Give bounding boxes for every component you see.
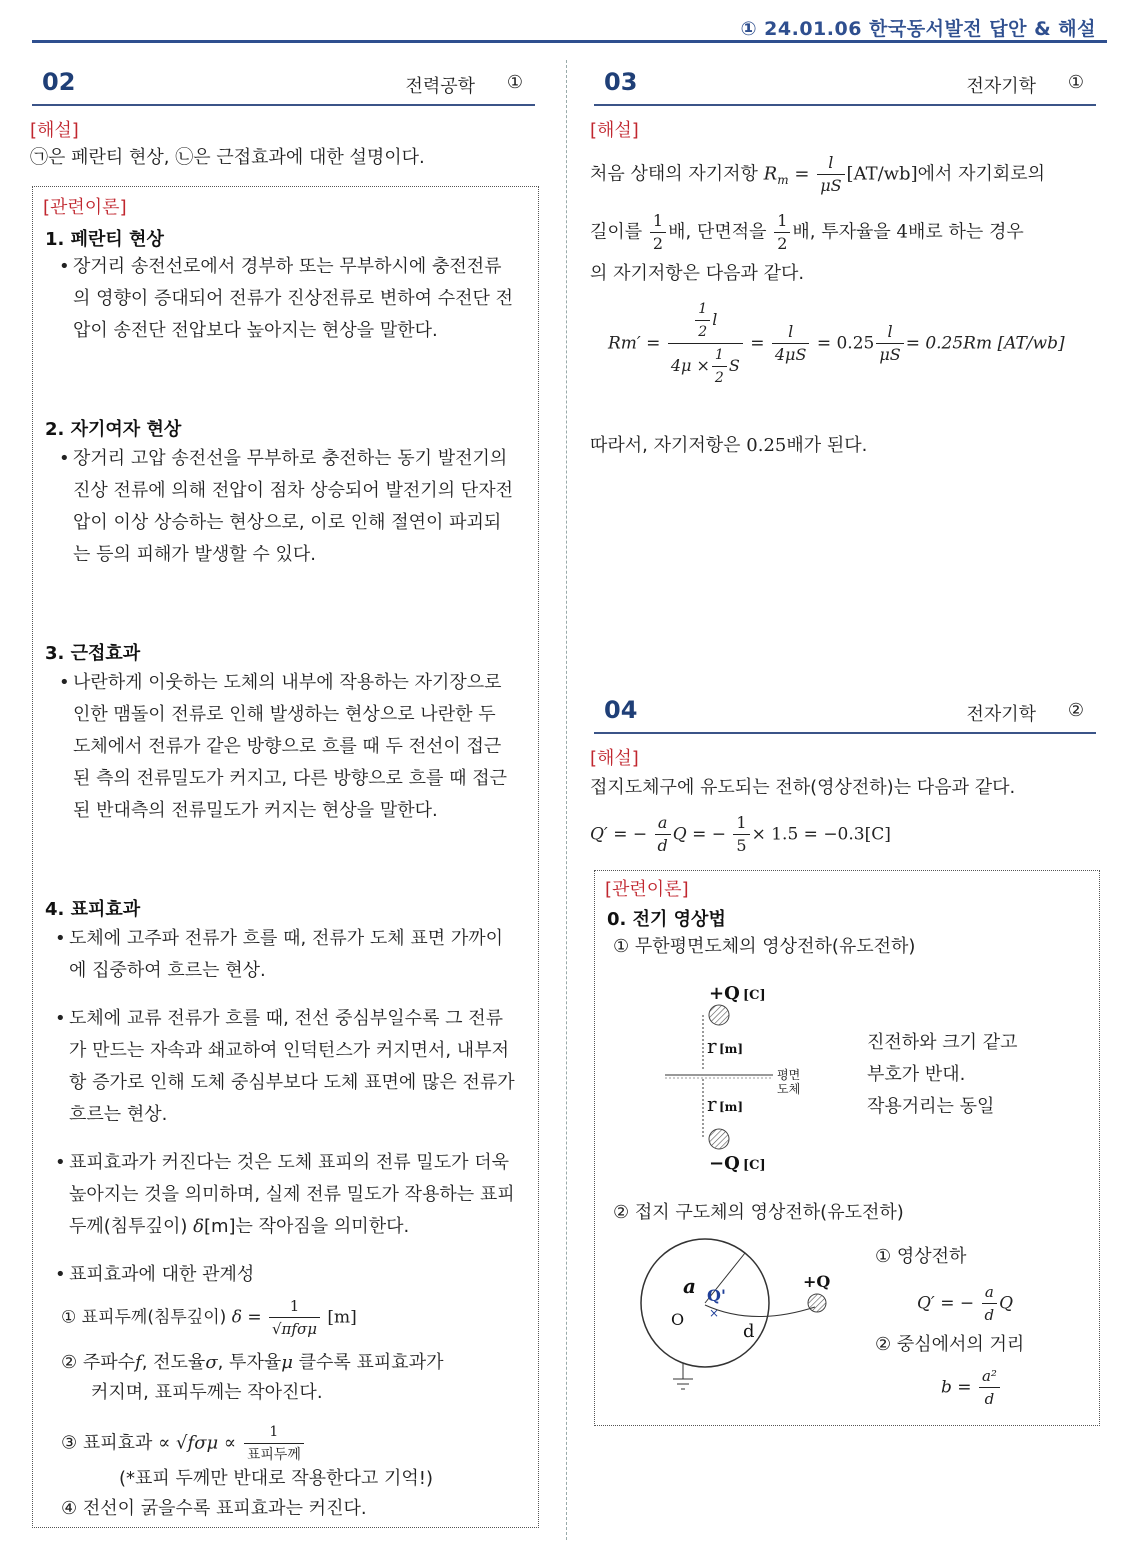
question-subject: 전자기학	[966, 704, 1036, 725]
solution-line-2: 길이를 $\frac{1}{2}$ 배, 단면적을 $\frac{1}{2}$ 배, 투자율을 4배로 하는 경우	[590, 211, 1024, 253]
plane-label: 평면	[777, 1068, 801, 1082]
image-charge-equation: Q′ = − $\frac{a}{d}$ Q = − $\frac{1}{5}$ × 1.5 = −0.3[C]	[590, 813, 891, 855]
bullet-item: • 장거리 고압 송전선을 무부하로 충전하는 동기 발전기의 진상 전류에 의해 전압이 점차 상승되어 발전기의 단자전압이 이상 상승하는 현상으로, 이로 인해 절연이 파괴되는 등의 피해가 발생할 수 있다.	[59, 448, 513, 565]
question-answer: ①	[1067, 72, 1084, 93]
subsection-title: ② 접지 구도체의 영상전하(유도전하)	[613, 1202, 904, 1223]
question-number: 03	[604, 68, 638, 96]
bullet-item: • 표피효과에 대한 관계성	[55, 1264, 255, 1285]
theory-box	[32, 186, 539, 1528]
solution-conclusion: 따라서, 자기저항은 0.25배가 된다.	[590, 435, 868, 456]
skin-depth-formula: ① 표피두께(침투깊이) δ = $\frac{1}{\text{√πfσμ}}$ [m]	[61, 1297, 357, 1338]
plane-conductor-figure	[661, 975, 841, 1175]
question-answer: ①	[506, 72, 523, 93]
section-title: 3. 근접효과	[45, 643, 141, 664]
haeseol-tag: [해설]	[590, 748, 639, 769]
section-title: 4. 표피효과	[45, 899, 141, 920]
question-answer: ②	[1067, 700, 1084, 721]
skin-effect-item-3: ③ 표피효과 ∝ √fσμ ∝ $\frac{1}{\text{표피두께}}$	[61, 1421, 531, 1466]
question-02-header	[32, 60, 535, 106]
r-unit: [m]	[719, 1100, 744, 1114]
question-subject: 전력공학	[405, 76, 475, 97]
question-number: 04	[604, 696, 638, 724]
grounded-sphere-figure	[633, 1235, 833, 1395]
r-label: r	[707, 1034, 717, 1058]
point-charge	[808, 1294, 826, 1312]
skin-effect-item-2-cont: 커지며, 표피두께는 작아진다.	[91, 1382, 323, 1403]
reluctance-equation: Rm′ = $\frac{1}{2}$ l 4μ × $\frac{1}{2}$ S = $\frac{l}{4\mu S}$ = 0.25 $\frac{l}{\mu S}$ = 0.25Rm [AT/wb]	[608, 298, 1096, 389]
solution-line-3: 의 자기저항은 다음과 같다.	[590, 263, 805, 284]
section-title: 1. 페란티 현상	[45, 229, 164, 250]
skin-effect-item-2: ② 주파수f, 전도율σ, 투자율μ 클수록 표피효과가	[61, 1352, 444, 1373]
bullet-item: • 표피효과가 커진다는 것은 도체 표피의 전류 밀도가 더욱 높아지는 것을 의미하며, 실제 전류 밀도가 작용하는 표피두께(침투깊이) δ[m]는 작아짐을 의미한다.	[55, 1152, 515, 1237]
theory-tag: [관련이론]	[43, 197, 127, 218]
column-divider	[566, 60, 567, 1540]
section-title: 2. 자기여자 현상	[45, 419, 182, 440]
distance-label: d	[743, 1321, 755, 1342]
haeseol-tag: [해설]	[30, 120, 79, 141]
r-label: r	[707, 1092, 717, 1116]
bullet-item: • 도체에 교류 전류가 흐를 때, 전선 중심부일수록 그 전류가 만드는 자속과 쇄교하여 인덕턴스가 커지면서, 내부저항 증가로 인해 도체 중심부보다 도체 표면에 많은 전류가 흐르는 현상.	[55, 1008, 515, 1125]
result-2-equation: b = $\frac{\text{a²}}{d}$	[941, 1365, 1081, 1410]
result-1-equation: Q′ = − $\frac{a}{d}$ Q	[917, 1283, 1014, 1324]
bullet-item: • 장거리 송전선로에서 경부하 또는 무부하시에 충전전류의 영향이 증대되어 전류가 진상전류로 변하여 수전단 전압이 송전단 전압보다 높아지는 현상을 말한다.	[59, 256, 513, 341]
distance-curve	[705, 1305, 815, 1317]
solution-line-1: 접지도체구에 유도되는 전하(영상전하)는 다음과 같다.	[590, 777, 1016, 798]
svg-text:×: ×	[709, 1306, 720, 1320]
result-2-label: ② 중심에서의 거리	[875, 1334, 1025, 1355]
point-charge-label: +Q	[803, 1272, 831, 1291]
top-charge-unit: [C]	[743, 988, 766, 1003]
radius-label: a	[683, 1274, 696, 1298]
theory-box	[594, 870, 1100, 1426]
theory-tag: [관련이론]	[605, 879, 689, 900]
bottom-charge-label: −Q	[709, 1153, 740, 1174]
image-charge	[709, 1129, 729, 1149]
result-1-label: ① 영상전하	[875, 1246, 967, 1267]
bottom-charge-unit: [C]	[743, 1158, 766, 1173]
bullet-item: • 나란하게 이웃하는 도체의 내부에 작용하는 자기장으로 인한 맴돌이 전류로 인해 발생하는 현상으로 나란한 두 도체에서 전류가 같은 방향으로 흐를 때 두 전선이 접근된 측의 전류밀도가 커지고, 다른 방향으로 흐를 때 접근된 반대측의 전류밀도가 커지는 현상을 말한다.	[59, 672, 508, 821]
solution-line-1: 처음 상태의 자기저항 $R_m$ = $\frac{l}{\mu S}$ [AT/wb]에서 자기회로의	[590, 153, 1046, 195]
question-04-header	[594, 688, 1096, 734]
figure-description: 진전하와 크기 같고 부호가 반대. 작용거리는 동일	[867, 1032, 1018, 1117]
plane-label-2: 도체	[777, 1082, 801, 1096]
skin-effect-note: (*표피 두께만 반대로 작용한다고 기억!)	[119, 1468, 433, 1489]
r-unit: [m]	[719, 1042, 744, 1056]
image-charge-label: Q'	[707, 1286, 726, 1305]
page-header-title: ① 24.01.06 한국동서발전 답안 & 해설	[740, 18, 1096, 40]
section-title: 0. 전기 영상법	[607, 909, 726, 930]
haeseol-text: ㉠은 페란티 현상, ㉡은 근접효과에 대한 설명이다.	[30, 147, 425, 168]
question-number: 02	[42, 68, 76, 96]
question-subject: 전자기학	[966, 76, 1036, 97]
positive-charge	[709, 1005, 729, 1025]
skin-effect-item-4: ④ 전선이 굵을수록 표피효과는 커진다.	[61, 1498, 367, 1519]
center-label: O	[671, 1310, 685, 1329]
top-charge-label: +Q	[709, 983, 740, 1004]
haeseol-tag: [해설]	[590, 120, 639, 141]
header-rule	[32, 40, 1107, 43]
bullet-item: • 도체에 고주파 전류가 흐를 때, 전류가 도체 표면 가까이에 집중하여 흐르는 현상.	[55, 928, 504, 981]
question-03-header	[594, 60, 1096, 106]
subsection-title: ① 무한평면도체의 영상전하(유도전하)	[613, 936, 916, 957]
